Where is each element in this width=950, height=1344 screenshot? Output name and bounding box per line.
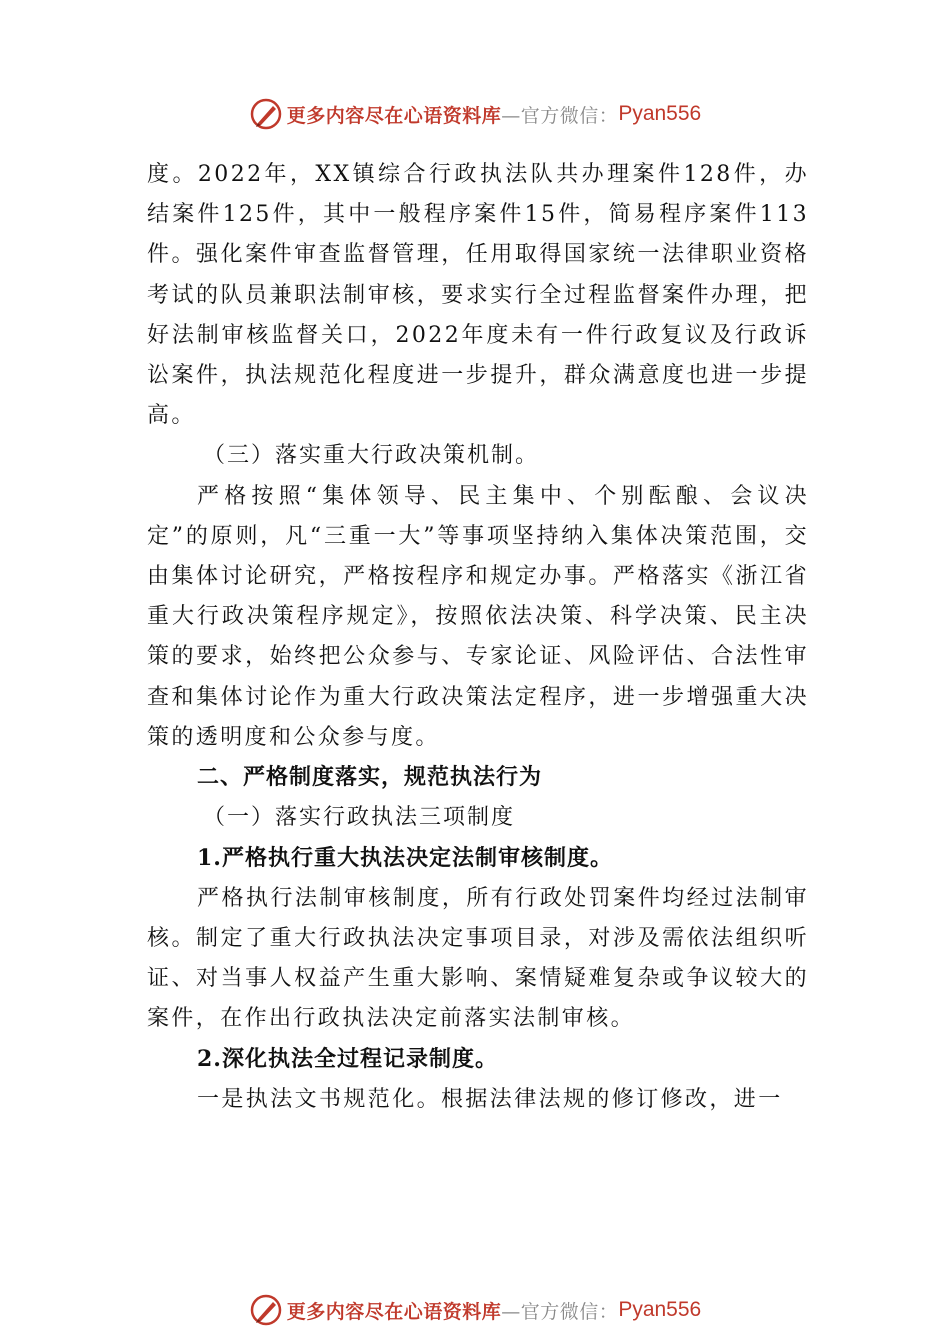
- banner-separator: —官方微信：: [501, 1300, 619, 1323]
- paragraph-case-stats: 度。2022年，XX镇综合行政执法队共办理案件128件，办结案件125件，其中一般程序案件15件，简易程序案件113件。强化案件审查监督管理，任用取得国家统一法律职业资格考试的队员兼职法制审核，要求实行全过程监督案件办理，把好法制审核监督关口，2022年度未有一件行政复议及行政诉讼案件，执法规范化程度进一步提升，群众满意度也进一步提高。: [147, 162, 809, 429]
- heading-section-3: （三）落实重大行政决策机制。: [203, 443, 540, 469]
- document-body: [147, 155, 809, 1120]
- heading-item-2: 2.深化执法全过程记录制度。: [197, 1046, 498, 1073]
- heading-part-2: 二、严格制度落实，规范执法行为: [197, 765, 543, 791]
- header-banner: [0, 94, 950, 134]
- paragraph-legal-review: 严格执行法制审核制度，所有行政处罚案件均经过法制审核。制定了重大行政执法决定事项目录，对涉及需依法组织听证、对当事人权益产生重大影响、案情疑难复杂或争议较大的案件，在作出行政执法决定前落实法制审核。: [147, 885, 809, 1032]
- banner-text: 更多内容尽在心语资料库: [286, 104, 502, 127]
- footer-banner: [0, 1290, 950, 1330]
- banner-text: 更多内容尽在心语资料库: [286, 1300, 502, 1323]
- heading-item-1: 1.严格执行重大执法决定法制审核制度。: [197, 845, 613, 872]
- banner-separator: —官方微信：: [501, 104, 619, 127]
- pen-logo-icon: [249, 97, 283, 131]
- paragraph-decision-mechanism: 严格按照“集体领导、民主集中、个别酝酿、会议决定”的原则，凡“三重一大”等事项坚持纳入集体决策范围，交 由集体讨论研究，严格按程序和规定办事。严格落实《浙江省重大行政决策程序规定》，按照依法决策、科学决策、民主决策的要求，始终把公众参与、专家论证、风险评估、合法性审查和集体讨论作为重大行政决策法定程序，进一步增强重大决策的透明度和公众参与度。: [147, 483, 809, 750]
- banner-wechat-id: Pyan556: [618, 102, 702, 125]
- paragraph-documents: 一是执法文书规范化。根据法律法规的修订修改，进一: [197, 1086, 783, 1112]
- pen-logo-icon: [249, 1293, 283, 1327]
- banner-wechat-id: Pyan556: [618, 1298, 702, 1321]
- heading-subsection-1: （一）落实行政执法三项制度: [203, 805, 516, 831]
